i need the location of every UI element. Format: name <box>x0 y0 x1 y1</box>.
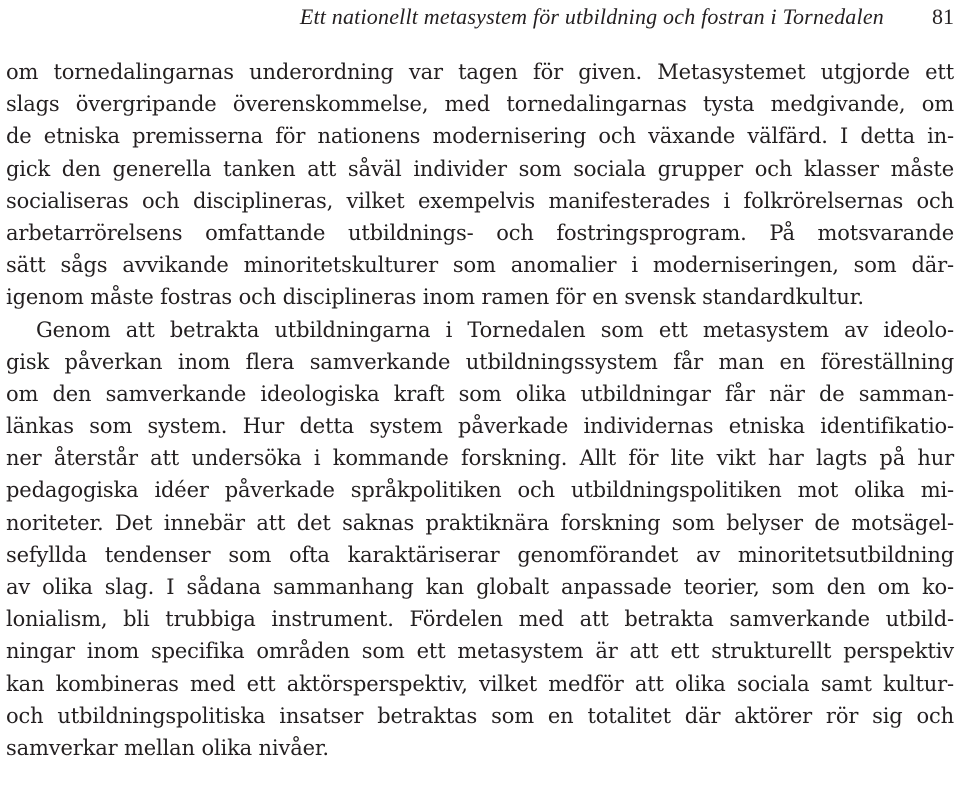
text-line: av olika slag. I sådana sammanhang kan globalt anpassade teorier, som den om ko- <box>6 575 954 599</box>
text-line: gick den generella tanken att såväl individer som sociala grupper och klasser måste <box>6 156 954 181</box>
text-line: gisk påverkan inom flera samverkande utbildningssystem får man en föreställning <box>6 349 954 374</box>
text-line: om tornedalingarnas underordning var tagen för given. Metasystemet utgjorde ett <box>6 60 954 84</box>
text-line: lonialism, bli trubbiga instrument. Fördelen med att betrakta samverkande utbild- <box>6 607 954 632</box>
paragraph-1 <box>6 56 954 314</box>
text-line: slags övergripande överenskommelse, med tornedalingarnas tysta medgivande, om <box>6 92 954 117</box>
text-line: noriteter. Det innebär att det saknas praktiknära forskning som belyser de motsägel- <box>6 510 954 535</box>
text-line: Genom att betrakta utbildningarna i Tornedalen som ett metasystem av ideolo- <box>36 317 954 342</box>
running-header <box>6 2 954 32</box>
text-line: ner återstår att undersöka i kommande forskning. Allt för lite vikt har lagts på hur <box>6 446 954 471</box>
text-line: sefyllda tendenser som ofta karaktäriserar genomförandet av minoritetsutbildning <box>6 542 954 567</box>
text-line: arbetarrörelsens omfattande utbildnings- och fostringsprogram. På motsvarande <box>6 220 954 245</box>
text-line: pedagogiska idéer påverkade språkpolitiken och utbildningspolitiken mot olika mi- <box>6 478 954 503</box>
text-line: socialiseras och disciplineras, vilket exempelvis manifesterades i folkrörelsernas och <box>6 188 954 213</box>
text-line: kan kombineras med ett aktörsperspektiv, vilket medför att olika sociala samt kultur- <box>6 671 954 696</box>
text-line: om den samverkande ideologiska kraft som olika utbildningar får när de samman- <box>6 381 954 406</box>
text-line: länkas som system. Hur detta system påverkade individernas etniska identifikatio- <box>6 414 954 439</box>
text-line: sätt sågs avvikande minoritetskulturer som anomalier i moderniseringen, som där- <box>6 253 954 278</box>
page-number: 81 <box>932 4 954 29</box>
text-line: de etniska premisserna för nationens modernisering och växande välfärd. I detta in- <box>6 124 954 149</box>
text-line: igenom måste fostras och disciplineras inom ramen för en svensk standardkultur. <box>6 285 864 310</box>
running-title: Ett nationellt metasystem för utbildning och fostran i Tornedalen <box>299 4 884 29</box>
text-line: ningar inom specifika områden som ett metasystem är att ett strukturellt perspektiv <box>6 639 954 664</box>
text-line: samverkar mellan olika nivåer. <box>6 735 329 760</box>
text-line: och utbildningspolitiska insatser betraktas som en totalitet där aktörer rör sig och <box>6 703 954 728</box>
book-page <box>6 0 954 798</box>
paragraph-2 <box>6 314 954 765</box>
body-text <box>6 56 954 764</box>
